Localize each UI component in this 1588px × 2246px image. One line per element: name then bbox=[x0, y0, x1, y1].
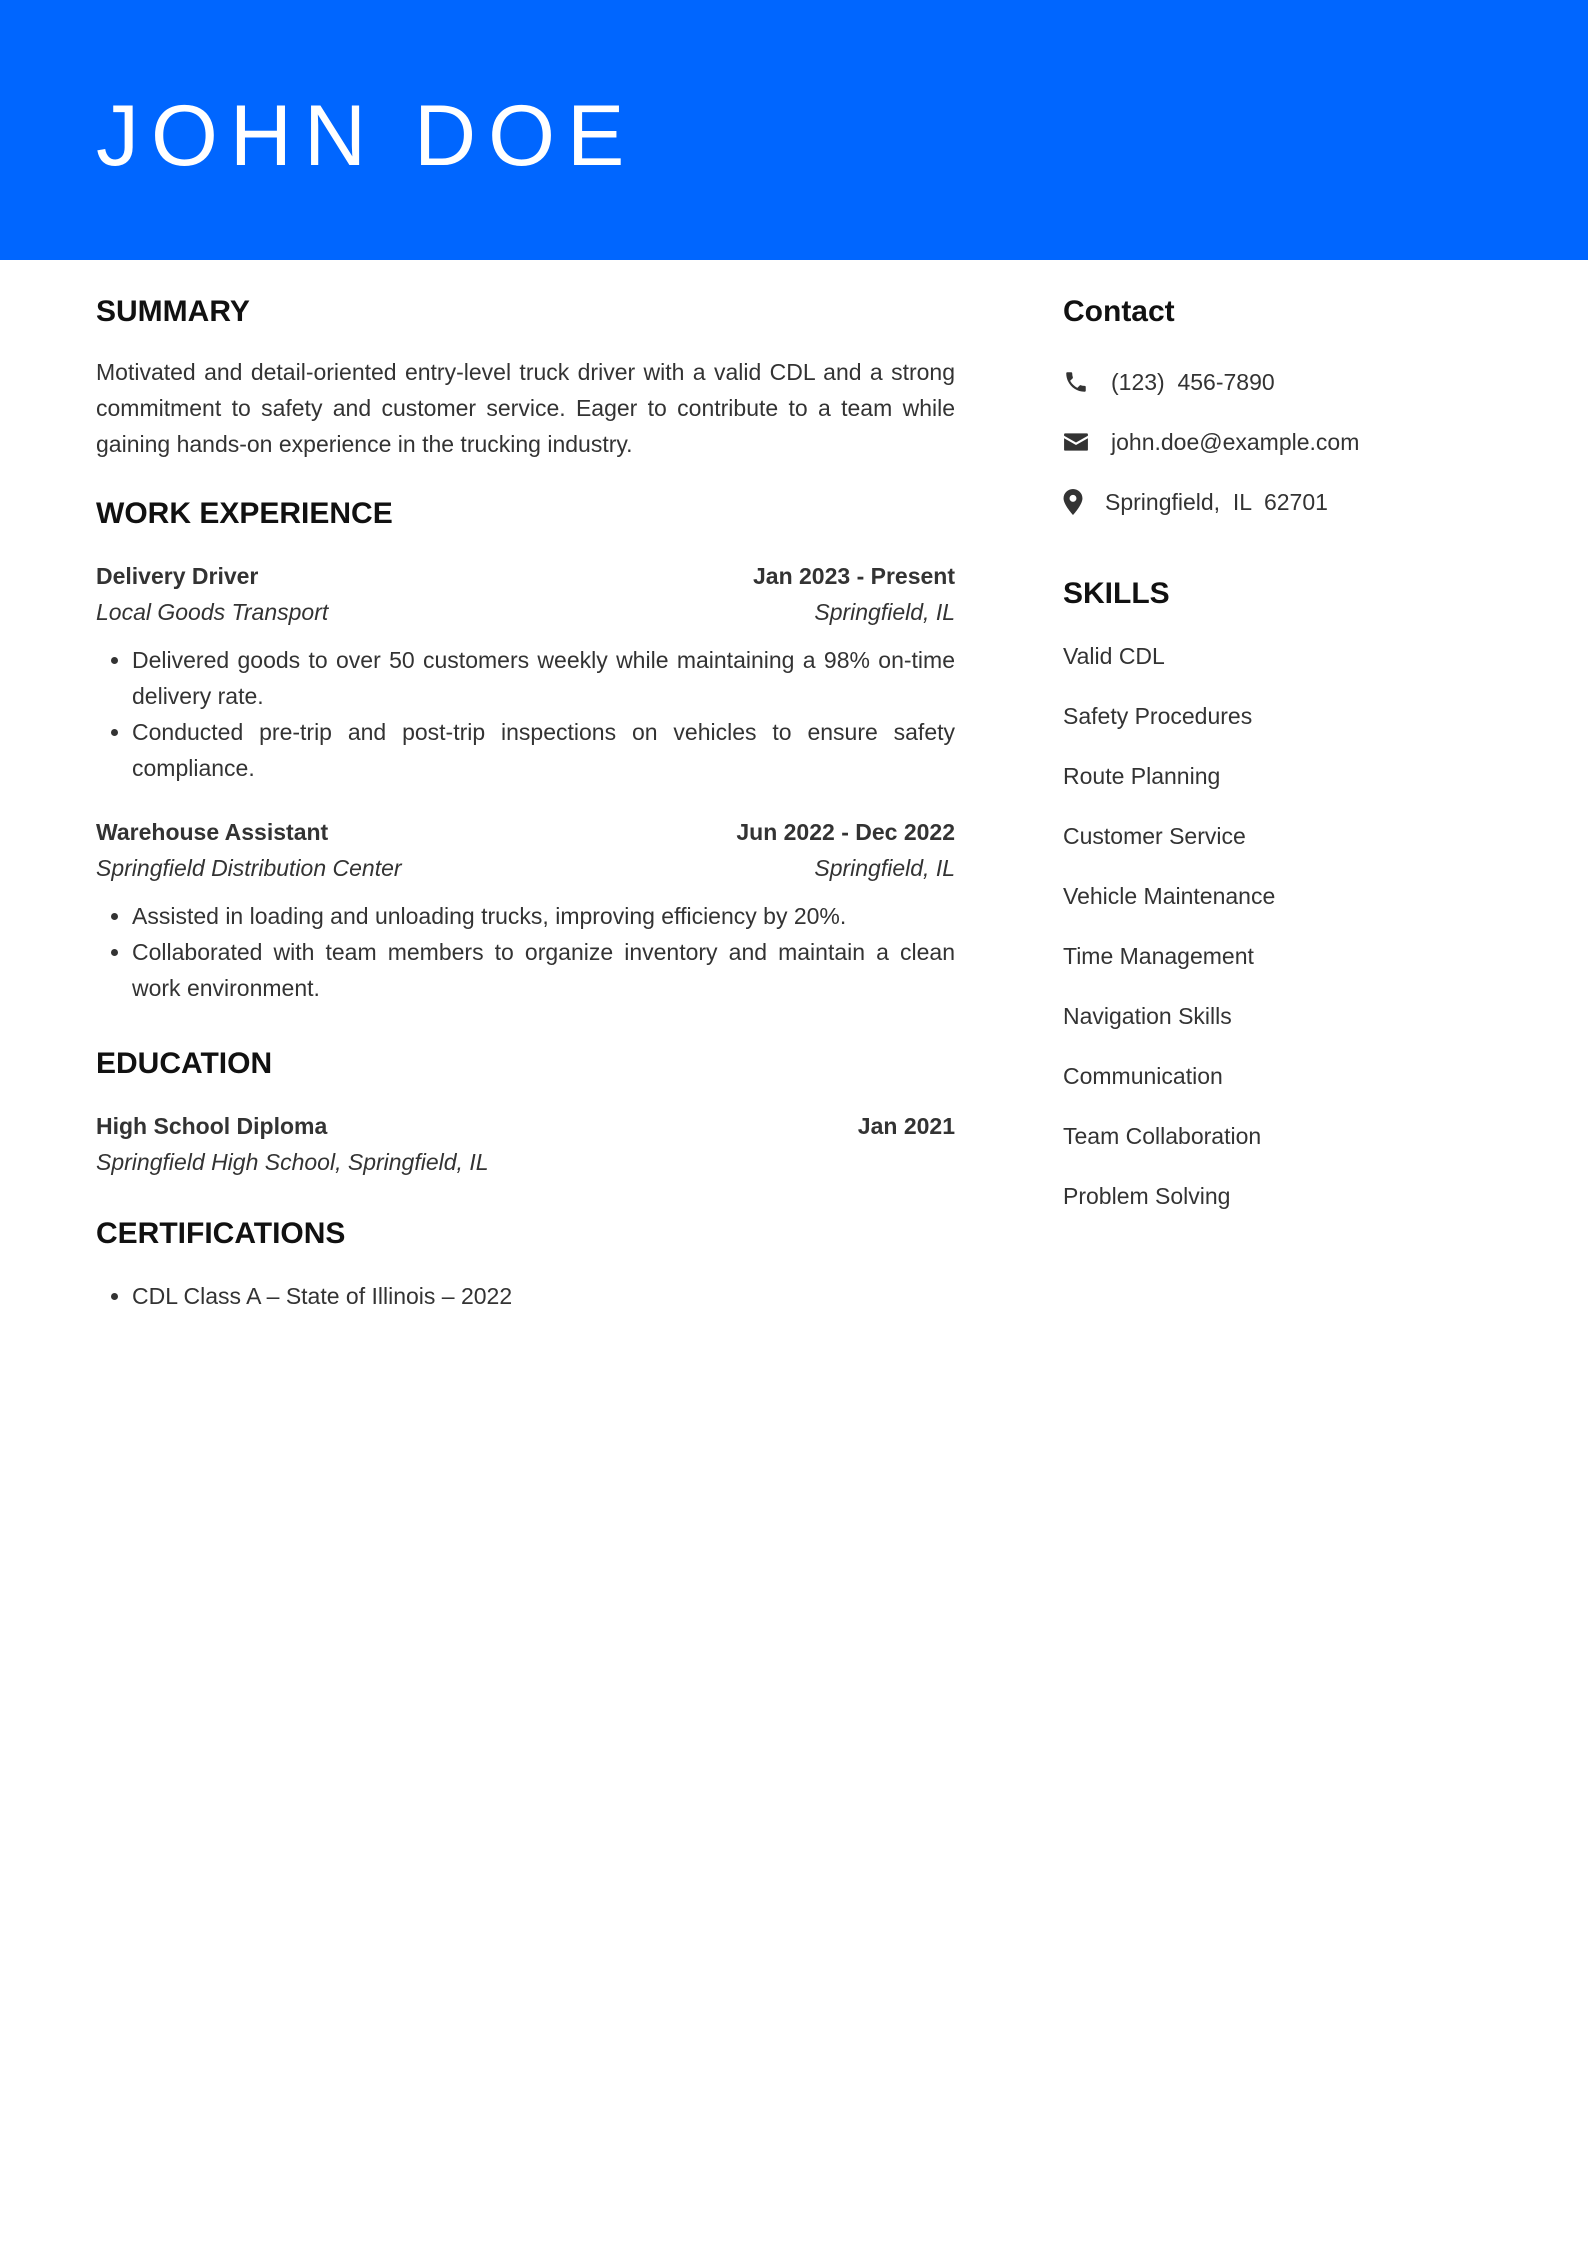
skill-item: Problem Solving bbox=[1063, 1183, 1231, 1209]
skills-section bbox=[1063, 572, 1503, 1214]
certifications-section bbox=[96, 1212, 955, 1314]
contact-address bbox=[1063, 484, 1503, 520]
skills-list bbox=[1063, 638, 1503, 1214]
education-title: EDUCATION bbox=[96, 1047, 273, 1080]
skill-item: Navigation Skills bbox=[1063, 1003, 1232, 1029]
job-entry bbox=[96, 558, 955, 786]
certifications-title: CERTIFICATIONS bbox=[96, 1217, 346, 1250]
skills-title: SKILLS bbox=[1063, 577, 1170, 610]
job-bullet: • Assisted in loading and unloading trucks, improving efficiency by 20%. bbox=[132, 898, 955, 934]
education-school: Springfield High School, Springfield, IL bbox=[96, 1149, 489, 1175]
job-company: Local Goods Transport bbox=[96, 599, 329, 625]
main-column bbox=[96, 290, 955, 1314]
map-pin-icon bbox=[1063, 489, 1083, 515]
contact-section bbox=[1063, 290, 1503, 520]
job-company: Springfield Distribution Center bbox=[96, 855, 402, 881]
job-bullets bbox=[96, 898, 955, 1006]
skill-item: Time Management bbox=[1063, 943, 1254, 969]
certifications-list bbox=[96, 1278, 955, 1314]
contact-email bbox=[1063, 424, 1503, 460]
education-date: Jan 2021 bbox=[857, 1113, 955, 1139]
job-entry bbox=[96, 814, 955, 1006]
contact-phone-text: (123) 456-7890 bbox=[1111, 369, 1275, 395]
skill-item: Route Planning bbox=[1063, 763, 1221, 789]
job-bullet: • Delivered goods to over 50 customers weekly while maintaining a 98% on-time delivery rate. bbox=[132, 642, 955, 714]
education-section bbox=[96, 1042, 955, 1180]
sidebar-column bbox=[1063, 290, 1503, 1238]
skill-item: Team Collaboration bbox=[1063, 1123, 1262, 1149]
contact-email-text: john.doe@example.com bbox=[1111, 429, 1360, 455]
job-role: Warehouse Assistant bbox=[96, 819, 329, 845]
header-banner bbox=[0, 0, 1588, 260]
job-bullet: • Conducted pre-trip and post-trip inspections on vehicles to ensure safety compliance. bbox=[132, 714, 955, 786]
skill-item: Customer Service bbox=[1063, 823, 1246, 849]
contact-phone bbox=[1063, 364, 1503, 400]
skill-item: Vehicle Maintenance bbox=[1063, 883, 1276, 909]
skill-item: Communication bbox=[1063, 1063, 1223, 1089]
job-role: Delivery Driver bbox=[96, 563, 259, 589]
contact-address-text: Springfield, IL 62701 bbox=[1105, 489, 1328, 515]
summary-section bbox=[96, 290, 955, 462]
job-location: Springfield, IL bbox=[814, 855, 955, 881]
certification-item: • CDL Class A – State of Illinois – 2022 bbox=[132, 1278, 955, 1314]
work-experience-section bbox=[96, 492, 955, 1006]
job-dates: Jan 2023 - Present bbox=[752, 563, 955, 589]
skill-item: Safety Procedures bbox=[1063, 703, 1253, 729]
summary-text: Motivated and detail-oriented entry-level truck driver with a valid CDL and a strong commitment to safety and customer service. Eager to contribute to a team while gaining hands-on experience in the trucking industry. bbox=[96, 359, 955, 457]
summary-title: SUMMARY bbox=[96, 295, 250, 328]
education-degree: High School Diploma bbox=[96, 1113, 328, 1139]
phone-icon bbox=[1063, 369, 1089, 395]
job-bullet: • Collaborated with team members to organize inventory and maintain a clean work environment. bbox=[132, 934, 955, 1006]
envelope-icon bbox=[1063, 429, 1089, 455]
job-bullets bbox=[96, 642, 955, 786]
education-entry bbox=[96, 1108, 955, 1180]
job-location: Springfield, IL bbox=[814, 599, 955, 625]
work-experience-title: WORK EXPERIENCE bbox=[96, 497, 393, 530]
skill-item: Valid CDL bbox=[1063, 643, 1165, 669]
contact-list bbox=[1063, 364, 1503, 520]
contact-title: Contact bbox=[1063, 295, 1175, 328]
candidate-name: JOHN DOE bbox=[96, 88, 637, 184]
job-dates: Jun 2022 - Dec 2022 bbox=[736, 819, 955, 845]
